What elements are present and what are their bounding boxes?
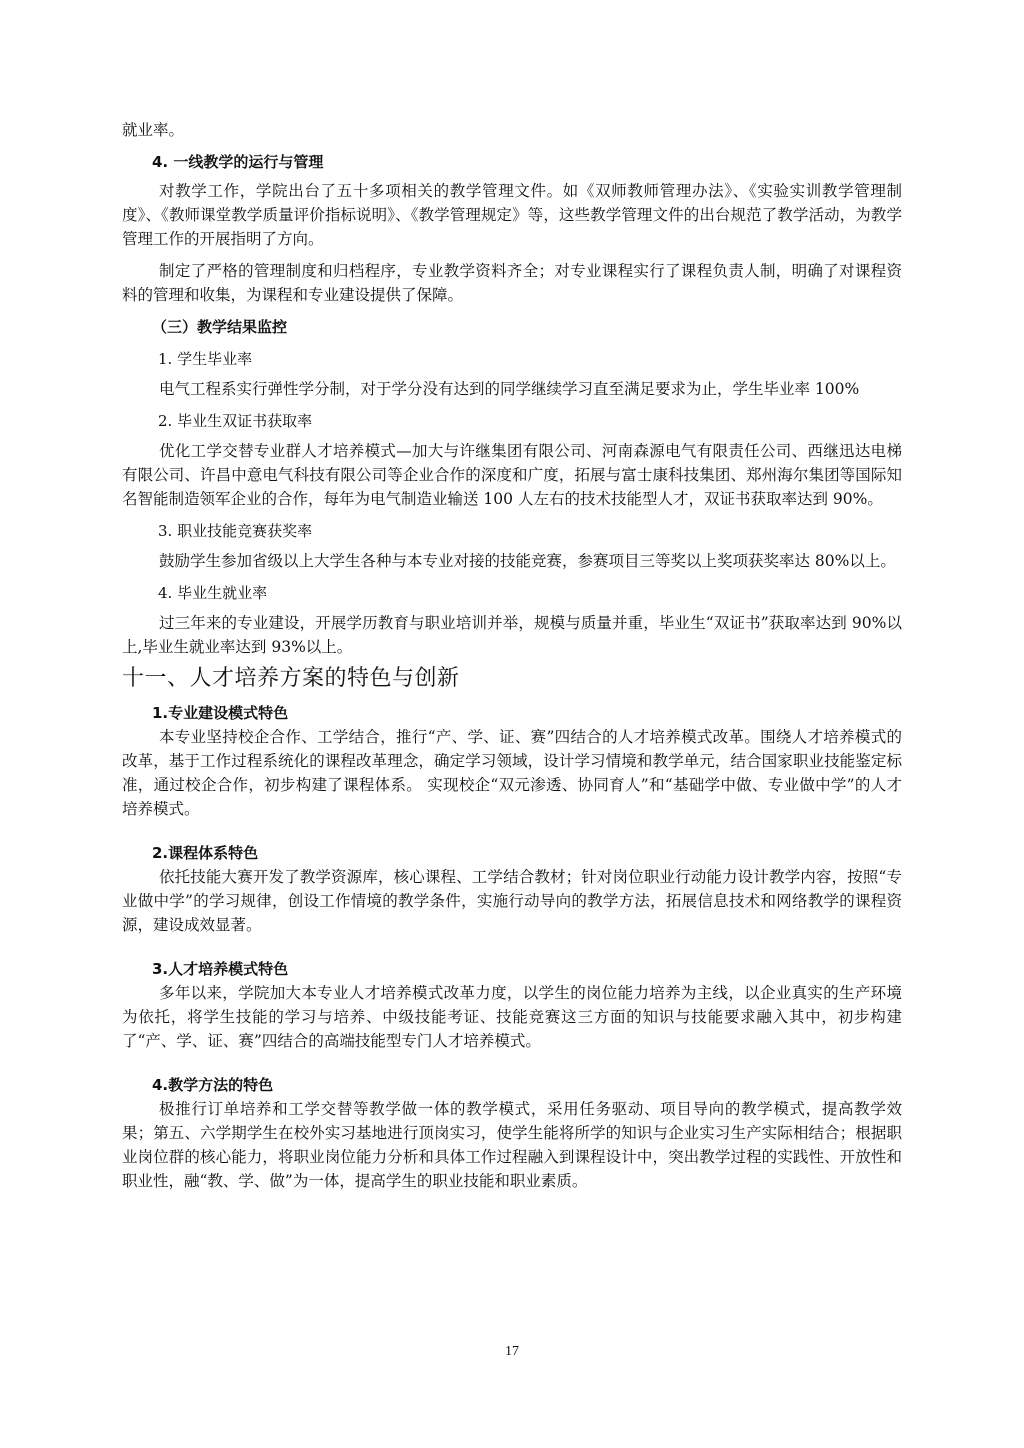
document-page	[122, 118, 902, 1213]
page-number: 17	[505, 1344, 519, 1359]
paragraph: 电气工程系实行弹性学分制，对于学分没有达到的同学继续学习直至满足要求为止，学生毕业率 100%	[159, 380, 860, 398]
paragraph: 对教学工作，学院出台了五十多项相关的教学管理文件。如《双师教师管理办法》、《实验实训教学管理制度》、《教师课堂教学质量评价指标说明》、《教学管理规定》等，这些教学管理文件的出台规范了教学活动，为教学管理工作的开展指明了方向。	[122, 182, 902, 248]
feature-title: 2.课程体系特色	[152, 844, 259, 862]
continuation-text: 就业率。	[122, 121, 185, 139]
section-heading-teaching-management: 4. 一线教学的运行与管理	[152, 153, 324, 171]
feature-block	[122, 1073, 902, 1193]
paragraph: 过三年来的专业建设，开展学历教育与职业培训并举，规模与质量并重，毕业生“双证书”获取率达到 90%以上,毕业生就业率达到 93%以上。	[122, 614, 902, 656]
feature-title: 1.专业建设模式特色	[152, 704, 289, 722]
feature-title: 4.教学方法的特色	[152, 1076, 274, 1094]
item-title: 2. 毕业生双证书获取率	[158, 412, 313, 430]
chapter-heading: 十一、人才培养方案的特色与创新	[122, 666, 460, 691]
paragraph: 本专业坚持校企合作、工学结合，推行“产、学、证、赛”四结合的人才培养模式改革。围绕人才培养模式的改革，基于工作过程系统化的课程改革理念，确定学习领域，设计学习情境和教学单元，结合国家职业技能鉴定标准，通过校企合作，初步构建了课程体系。 实现校企“双元渗透、协同育人”和“基础学中做、专业做中学”的人才培养模式。	[122, 728, 902, 818]
item-title: 3. 职业技能竞赛获奖率	[158, 522, 313, 540]
feature-title: 3.人才培养模式特色	[152, 960, 289, 978]
paragraph: 极推行订单培养和工学交替等教学做一体的教学模式，采用任务驱动、项目导向的教学模式，提高教学效果；第五、六学期学生在校外实习基地进行顶岗实习，使学生能将所学的知识与企业实习生产实际相结合；根据职业岗位群的核心能力，将职业岗位能力分析和具体工作过程融入到课程设计中，突出教学过程的实践性、开放性和职业性，融“教、学、做”为一体，提高学生的职业技能和职业素质。	[122, 1100, 902, 1190]
item-title: 1. 学生毕业率	[158, 350, 253, 368]
feature-block	[122, 701, 902, 821]
paragraph: 多年以来，学院加大本专业人才培养模式改革力度，以学生的岗位能力培养为主线，以企业真实的生产环境为依托，将学生技能的学习与培养、中级技能考证、技能竞赛这三方面的知识与技能要求融入其中，初步构建了“产、学、证、赛”四结合的高端技能型专门人才培养模式。	[122, 984, 902, 1050]
paragraph: 优化工学交替专业群人才培养模式—加大与许继集团有限公司、河南森源电气有限责任公司、西继迅达电梯有限公司、许昌中意电气科技有限公司等企业合作的深度和广度，拓展与富士康科技集团、郑州海尔集团等国际知名智能制造领军企业的合作，每年为电气制造业输送 100 人左右的技术技能型人才，双证书获取率达到 90%。	[122, 442, 902, 508]
feature-block	[122, 841, 902, 937]
section-heading-result-monitoring: （三）教学结果监控	[152, 318, 288, 336]
feature-block	[122, 957, 902, 1053]
paragraph: 依托技能大赛开发了教学资源库，核心课程、工学结合教材；针对岗位职业行动能力设计教学内容，按照“专业做中学”的学习规律，创设工作情境的教学条件，实施行动导向的教学方法，拓展信息技术和网络教学的课程资源，建设成效显著。	[122, 868, 902, 934]
paragraph: 鼓励学生参加省级以上大学生各种与本专业对接的技能竞赛，参赛项目三等奖以上奖项获奖率达 80%以上。	[159, 552, 896, 570]
paragraph: 制定了严格的管理制度和归档程序，专业教学资料齐全；对专业课程实行了课程负责人制，明确了对课程资料的管理和收集，为课程和专业建设提供了保障。	[122, 262, 902, 304]
item-title: 4. 毕业生就业率	[158, 584, 268, 602]
